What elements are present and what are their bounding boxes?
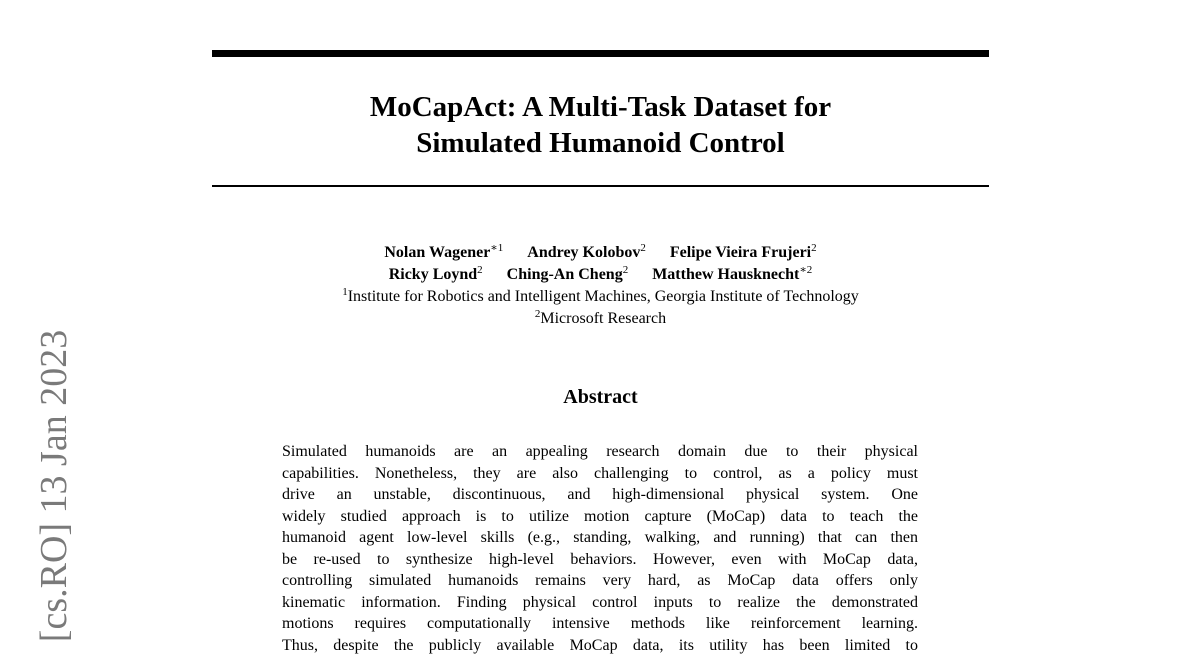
author-sup: 2 [623,264,629,276]
abstract-body [282,441,918,656]
author-block [212,242,989,330]
abstract-line: Simulated humanoids are an appealing research domain due to their physical [282,441,918,463]
abstract-line: kinematic information. Finding physical control inputs to realize the demonstrated [282,592,918,614]
author: Ching-An Cheng$^2$ [507,266,629,283]
title-rule-top [212,50,989,57]
author-sup: 2 [477,264,483,276]
author-sup: ∗2 [799,264,812,276]
author-line-1 [212,242,989,264]
author: Ricky Loynd$^2$ [389,266,483,283]
author: Matthew Hausknecht$^{∗2}$ [652,266,812,283]
title-line-1: MoCapAct: A Multi-Task Dataset for [212,89,989,125]
abstract-line: controlling simulated humanoids remains very hard, as MoCap data offers only [282,570,918,592]
paper-title [212,89,989,161]
author: Nolan Wagener$^{∗1}$ [384,244,503,261]
author-sup: 2 [640,242,646,254]
affiliation-1: $^1$Institute for Robotics and Intelligent Machines, Georgia Institute of Technology [212,286,989,308]
abstract-line: humanoid agent low-level skills (e.g., standing, walking, and running) that can then [282,527,918,549]
abstract-line: drive an unstable, discontinuous, and high-dimensional physical system. One [282,484,918,506]
title-rule-bottom [212,185,989,187]
author: Andrey Kolobov$^2$ [527,244,646,261]
author-sup: ∗1 [490,242,503,254]
author: Felipe Vieira Frujeri$^2$ [670,244,817,261]
affiliation-2: $^2$Microsoft Research [212,308,989,330]
abstract-line: be re-used to synthesize high-level behaviors. However, even with MoCap data, [282,549,918,571]
author-sup: 2 [811,242,817,254]
author-line-2 [212,264,989,286]
arxiv-stamp: [cs.RO] 13 Jan 2023 [32,330,76,642]
abstract-heading: Abstract [212,386,989,409]
abstract-line: widely studied approach is to utilize motion capture (MoCap) data to teach the [282,506,918,528]
title-line-2: Simulated Humanoid Control [212,125,989,161]
abstract-line: capabilities. Nonetheless, they are also challenging to control, as a policy must [282,463,918,485]
abstract-line: Thus, despite the publicly available MoCap data, its utility has been limited to [282,635,918,656]
abstract-line: motions requires computationally intensive methods like reinforcement learning. [282,613,918,635]
